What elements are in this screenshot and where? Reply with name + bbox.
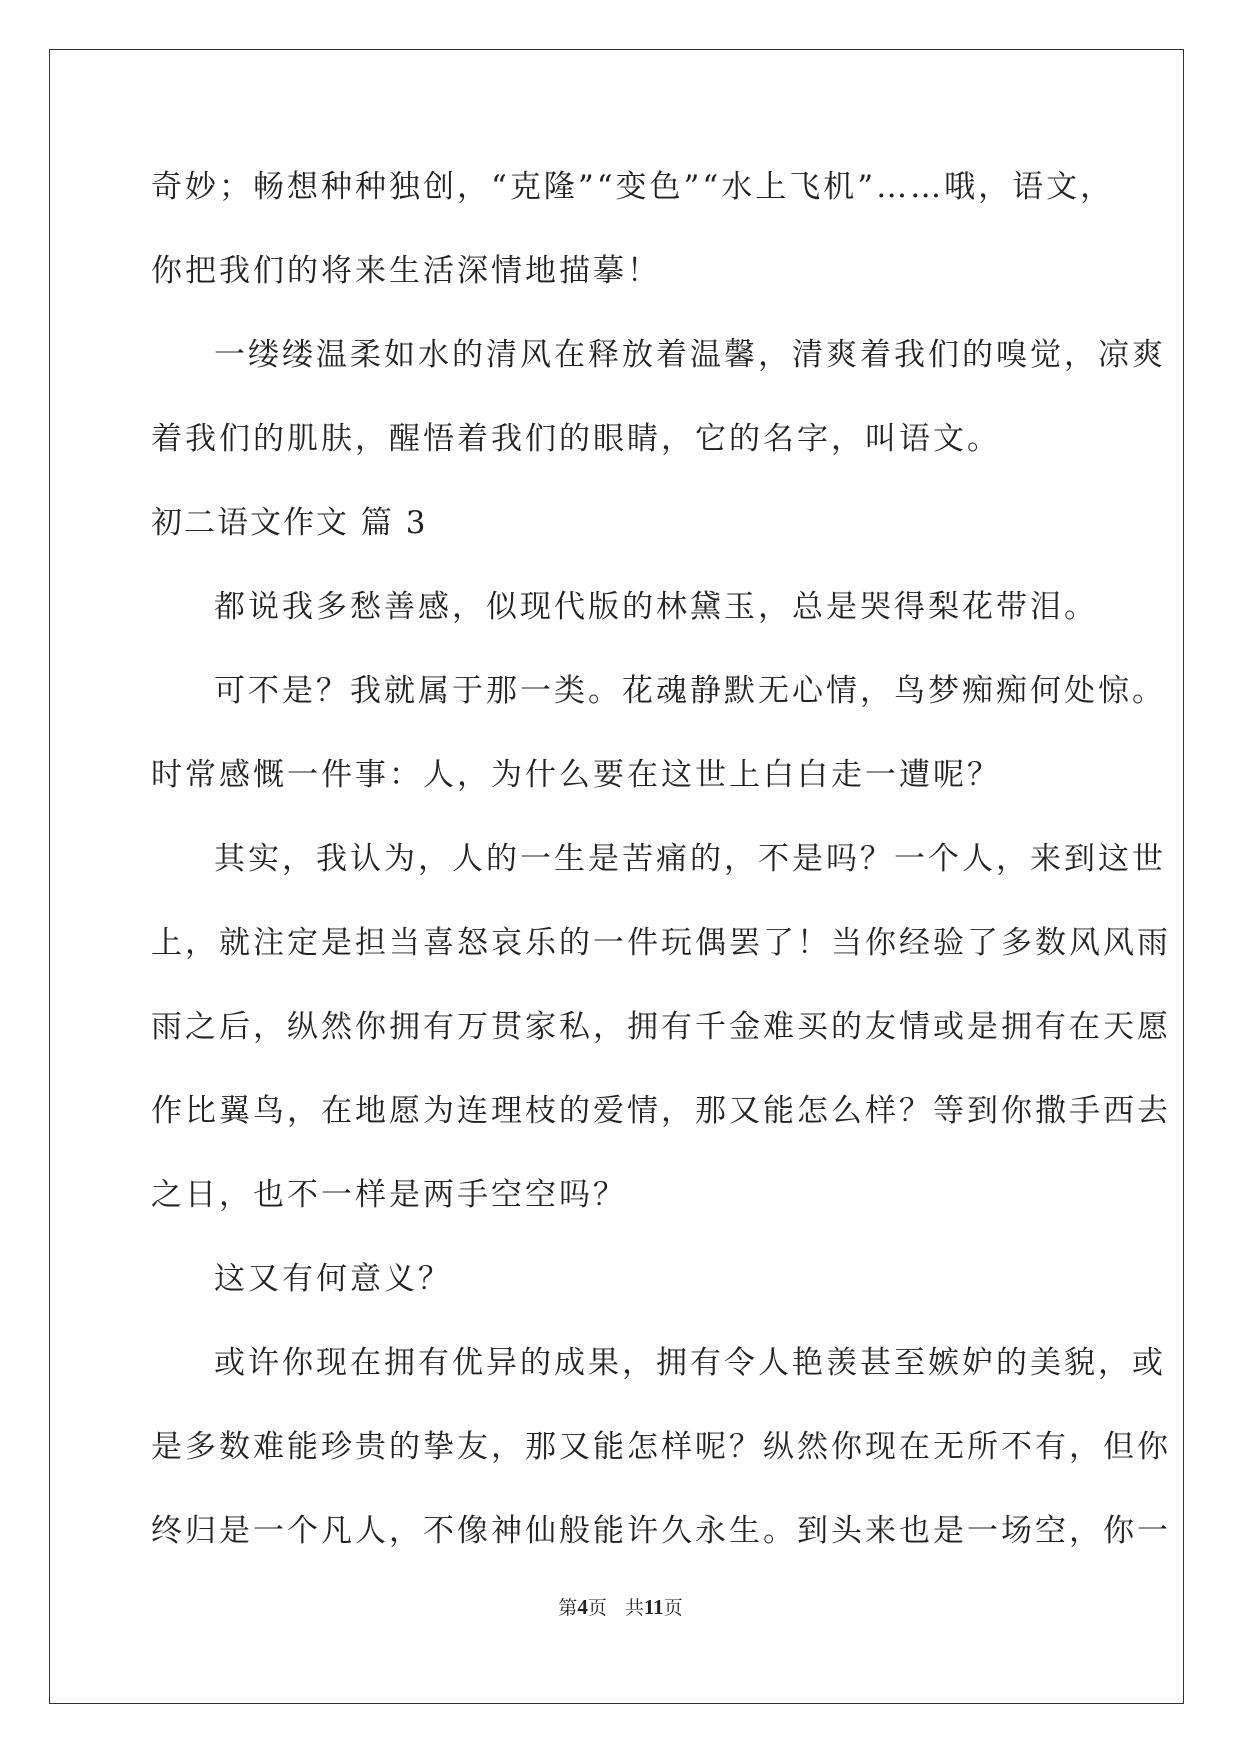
document-body <box>151 168 1171 1596</box>
page-current: 4 <box>577 1595 588 1619</box>
text-line: 终归是一个凡人，不像神仙般能许久永生。到头来也是一场空，你一 <box>151 1513 1171 1549</box>
total-suffix: 页 <box>663 1597 683 1619</box>
text-line: 作比翼鸟，在地愿为连理枝的爱情，那又能怎么样？等到你撒手西去 <box>151 1093 1171 1129</box>
text-line: 这又有何意义？ <box>214 1261 452 1297</box>
page-footer <box>0 1593 1241 1620</box>
text-line: 雨之后，纵然你拥有万贯家私，拥有千金难买的友情或是拥有在天愿 <box>151 1009 1171 1045</box>
section-heading: 初二语文作文 篇 3 <box>151 505 428 541</box>
text-line: 之日，也不一样是两手空空吗？ <box>151 1177 627 1213</box>
text-line: 一缕缕温柔如水的清风在释放着温馨，清爽着我们的嗅觉，凉爽 <box>214 337 1166 373</box>
total-prefix: 共 <box>624 1597 644 1619</box>
text-line: 时常感慨一件事：人，为什么要在这世上白白走一遭呢？ <box>151 757 1001 793</box>
page-prefix: 第 <box>558 1597 578 1619</box>
text-line: 或许你现在拥有优异的成果，拥有令人艳羡甚至嫉妒的美貌，或 <box>214 1345 1166 1381</box>
text-line: 着我们的肌肤，醒悟着我们的眼睛，它的名字，叫语文。 <box>151 421 1001 457</box>
page-suffix: 页 <box>587 1597 607 1619</box>
text-line: 是多数难能珍贵的挚友，那又能怎样呢？纵然你现在无所不有，但你 <box>151 1429 1171 1465</box>
text-line: 其实，我认为，人的一生是苦痛的，不是吗？一个人，来到这世 <box>214 841 1166 877</box>
text-line: 你把我们的将来生活深情地描摹！ <box>151 253 661 289</box>
text-line: 奇妙；畅想种种独创，“克隆”“变色”“水上飞机”……哦，语文， <box>151 169 1115 205</box>
text-line: 可不是？我就属于那一类。花魂静默无心情，鸟梦痴痴何处惊。 <box>214 673 1166 709</box>
page-total: 11 <box>643 1595 664 1619</box>
text-line: 都说我多愁善感，似现代版的林黛玉，总是哭得梨花带泪。 <box>214 589 1098 625</box>
text-line: 上，就注定是担当喜怒哀乐的一件玩偶罢了！当你经验了多数风风雨 <box>151 925 1171 961</box>
